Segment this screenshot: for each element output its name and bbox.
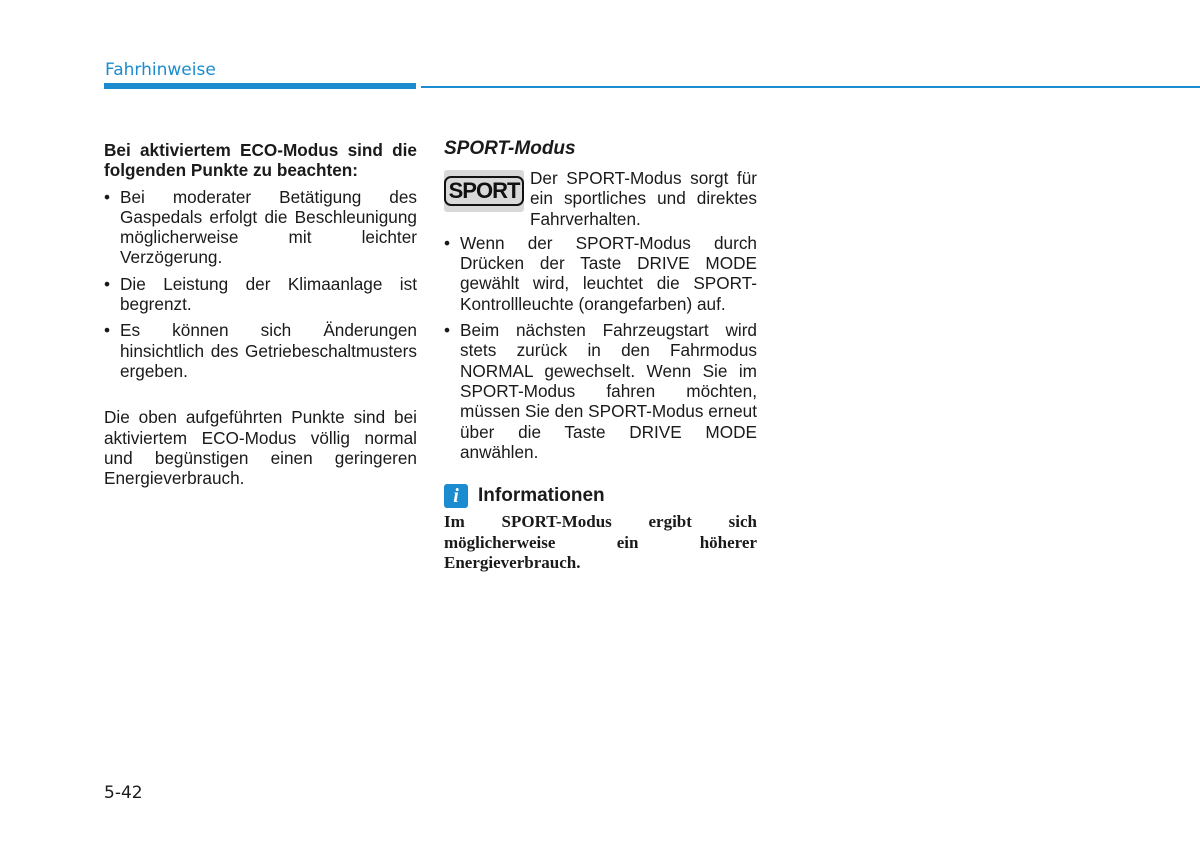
left-column bbox=[104, 140, 417, 488]
sport-mode-heading: SPORT-Modus bbox=[444, 138, 576, 159]
list-item: • Wenn der SPORT-Modus durch Drücken der Taste DRIVE MODE gewählt wird, leuchtet die SPORT-Kontrollleuchte (orangefarben) auf. bbox=[444, 233, 757, 314]
info-box bbox=[444, 484, 757, 574]
info-title: Informationen bbox=[478, 485, 605, 506]
sport-badge-label: SPORT bbox=[444, 176, 525, 206]
sport-intro-text: Der SPORT-Modus sorgt für ein sportliches und direktes Fahrverhalten. bbox=[530, 168, 757, 229]
eco-closing-paragraph: Die oben aufgeführten Punkte sind bei aktiviertem ECO-Modus völlig normal und begünstigen einen geringeren Energieverbrauch. bbox=[104, 407, 417, 489]
sport-intro-row bbox=[444, 168, 757, 229]
header-rule-thick bbox=[104, 83, 416, 89]
info-text: Im SPORT-Modus ergibt sich möglicherweise ein höherer Energieverbrauch. bbox=[444, 512, 757, 573]
list-item: • Es können sich Änderungen hinsichtlich des Getriebeschaltmusters ergeben. bbox=[104, 320, 417, 381]
header-rule-thin bbox=[421, 86, 1200, 88]
info-header bbox=[444, 484, 757, 508]
list-item: • Bei moderater Betätigung des Gaspedals erfolgt die Beschleunigung möglicherweise mit leichter Verzögerung. bbox=[104, 187, 417, 268]
right-column bbox=[444, 138, 757, 574]
eco-bullet-list bbox=[104, 187, 417, 382]
page-number: 5-42 bbox=[104, 783, 143, 803]
sport-bullet-list bbox=[444, 233, 757, 462]
info-icon: i bbox=[444, 484, 468, 508]
eco-intro-heading: Bei aktiviertem ECO-Modus sind die folgenden Punkte zu beachten: bbox=[104, 140, 417, 181]
list-item: • Beim nächsten Fahrzeugstart wird stets zurück in den Fahrmodus NORMAL gewechselt. Wenn Sie im SPORT-Modus fahren möchten, müssen Sie den SPORT-Modus erneut über die Taste DRIVE MODE anwählen. bbox=[444, 320, 757, 462]
sport-mode-icon bbox=[444, 170, 524, 212]
list-item: • Die Leistung der Klimaanlage ist begrenzt. bbox=[104, 274, 417, 315]
section-title: Fahrhinweise bbox=[105, 60, 216, 80]
